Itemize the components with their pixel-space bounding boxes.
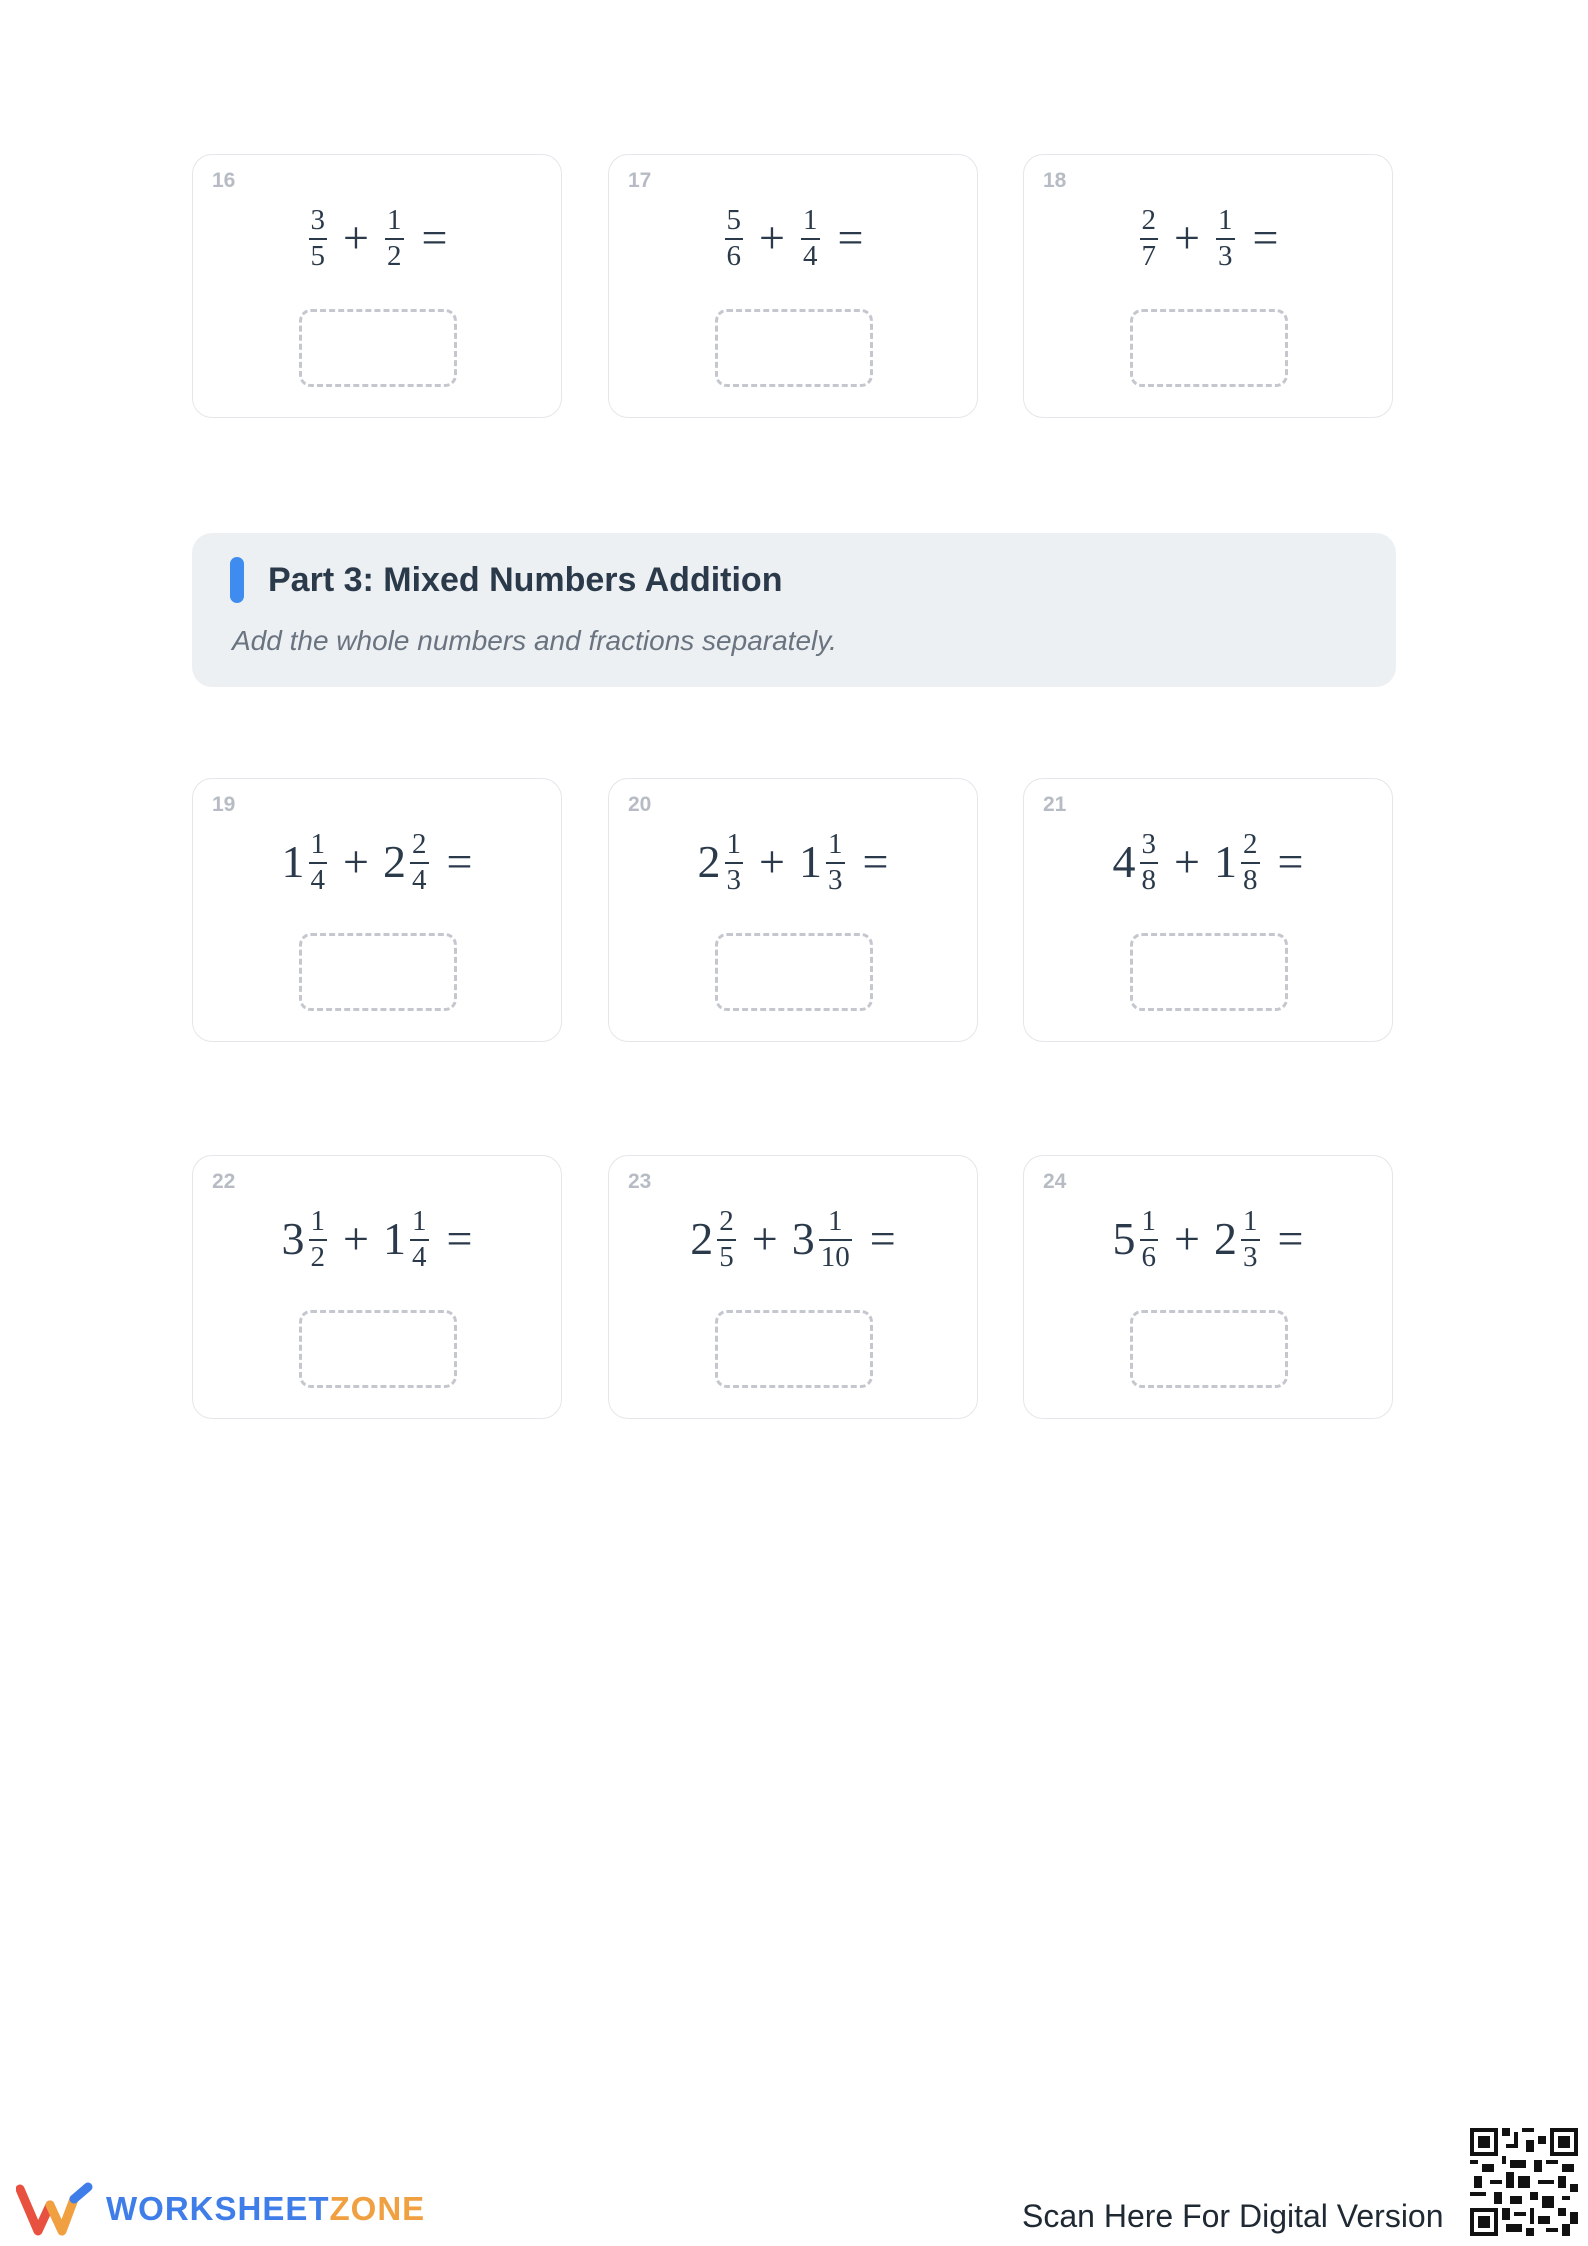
problem-number: 21 [1043, 793, 1067, 816]
fraction [819, 1204, 852, 1273]
plus-sign: + [1174, 836, 1200, 887]
plus-sign: + [343, 836, 369, 887]
whole-number: 1 [799, 836, 822, 887]
denominator: 4 [412, 863, 427, 896]
problem-number: 23 [628, 1170, 652, 1193]
denominator: 6 [1141, 1240, 1157, 1273]
equals-sign: = [837, 212, 864, 263]
problem-expression [193, 1204, 561, 1274]
problem-expression [193, 203, 561, 273]
fraction [725, 203, 744, 272]
fraction [826, 827, 845, 896]
numerator: 1 [310, 827, 326, 860]
fraction [801, 203, 820, 272]
equals-sign: = [446, 836, 473, 887]
answer-box[interactable] [299, 933, 457, 1011]
equals-sign: = [446, 1213, 473, 1264]
numerator: 1 [310, 1204, 326, 1237]
numerator: 1 [1243, 1204, 1258, 1237]
fraction [309, 1204, 328, 1273]
section-title: Part 3: Mixed Numbers Addition [268, 561, 783, 599]
problem-card [608, 154, 978, 418]
fraction [717, 1204, 736, 1273]
worksheetzone-logo-icon [16, 2181, 94, 2237]
denominator: 5 [719, 1240, 734, 1273]
section-header [192, 533, 1396, 687]
fraction [410, 1204, 429, 1273]
fraction [1241, 827, 1260, 896]
equals-sign: = [1277, 836, 1304, 887]
problem-card [192, 1155, 562, 1419]
fraction [1140, 203, 1159, 272]
denominator: 8 [1243, 863, 1258, 896]
whole-number: 5 [1112, 1213, 1136, 1264]
fraction [385, 203, 404, 272]
problem-number: 22 [212, 1170, 236, 1193]
whole-number: 1 [383, 1213, 406, 1264]
numerator: 3 [1141, 827, 1157, 860]
numerator: 3 [310, 203, 326, 236]
problem-card [608, 778, 978, 1042]
plus-sign: + [1174, 212, 1200, 263]
denominator: 3 [1243, 1240, 1258, 1273]
problem-expression [609, 827, 977, 897]
numerator: 1 [412, 1204, 427, 1237]
numerator: 1 [387, 203, 402, 236]
equals-sign: = [862, 836, 889, 887]
answer-box[interactable] [299, 309, 457, 387]
answer-box[interactable] [1130, 933, 1288, 1011]
numerator: 1 [1218, 203, 1233, 236]
section-instructions: Add the whole numbers and fractions separately. [232, 625, 837, 656]
whole-number: 2 [697, 836, 721, 887]
whole-number: 3 [791, 1213, 815, 1264]
plus-sign: + [343, 1213, 369, 1264]
whole-number: 2 [1214, 1213, 1237, 1264]
problem-card [192, 778, 562, 1042]
plus-sign: + [759, 212, 785, 263]
problem-expression [609, 1204, 977, 1274]
problem-card [1023, 1155, 1393, 1419]
problem-card [1023, 154, 1393, 418]
denominator: 4 [310, 863, 326, 896]
problem-number: 20 [628, 793, 652, 816]
denominator: 2 [310, 1240, 326, 1273]
scan-instruction: Scan Here For Digital Version [1022, 2198, 1444, 2234]
problem-expression [1024, 1204, 1392, 1274]
problem-number: 16 [212, 169, 236, 192]
denominator: 6 [726, 239, 742, 272]
denominator: 3 [1218, 239, 1233, 272]
problem-number: 17 [628, 169, 652, 192]
numerator: 1 [828, 1204, 843, 1237]
fraction [309, 827, 328, 896]
plus-sign: + [343, 212, 369, 263]
problem-expression [609, 203, 977, 273]
denominator: 10 [820, 1240, 850, 1273]
answer-box[interactable] [1130, 1310, 1288, 1388]
whole-number: 1 [1214, 836, 1237, 887]
answer-box[interactable] [299, 1310, 457, 1388]
problem-card [192, 154, 562, 418]
answer-box[interactable] [715, 1310, 873, 1388]
denominator: 2 [387, 239, 402, 272]
logo-wordmark: WORKSHEETZONE [106, 2190, 426, 2227]
worksheetzone-logo[interactable] [16, 2178, 425, 2240]
numerator: 2 [719, 1204, 734, 1237]
denominator: 8 [1141, 863, 1157, 896]
whole-number: 3 [281, 1213, 305, 1264]
denominator: 3 [828, 863, 843, 896]
numerator: 1 [803, 203, 818, 236]
problem-number: 19 [212, 793, 236, 816]
denominator: 3 [726, 863, 742, 896]
problem-expression [193, 827, 561, 897]
section-accent-bar [230, 557, 244, 603]
fraction [1216, 203, 1235, 272]
numerator: 1 [726, 827, 742, 860]
problem-card [608, 1155, 978, 1419]
answer-box[interactable] [715, 309, 873, 387]
qr-code-icon[interactable] [1470, 2128, 1578, 2236]
fraction [309, 203, 328, 272]
numerator: 2 [412, 827, 427, 860]
problem-card [1023, 778, 1393, 1042]
fraction [725, 827, 744, 896]
numerator: 2 [1243, 827, 1258, 860]
numerator: 1 [1141, 1204, 1157, 1237]
answer-box[interactable] [1130, 309, 1288, 387]
denominator: 4 [803, 239, 818, 272]
problem-number: 18 [1043, 169, 1067, 192]
fraction [1140, 1204, 1159, 1273]
problem-expression [1024, 827, 1392, 897]
denominator: 7 [1141, 239, 1157, 272]
fraction [1241, 1204, 1260, 1273]
whole-number: 4 [1112, 836, 1136, 887]
equals-sign: = [1252, 212, 1279, 263]
plus-sign: + [759, 836, 785, 887]
whole-number: 2 [690, 1213, 714, 1264]
equals-sign: = [1277, 1213, 1304, 1264]
problem-number: 24 [1043, 1170, 1067, 1193]
equals-sign: = [421, 212, 448, 263]
numerator: 1 [828, 827, 843, 860]
fraction [410, 827, 429, 896]
plus-sign: + [751, 1213, 778, 1264]
whole-number: 1 [281, 836, 305, 887]
plus-sign: + [1174, 1213, 1200, 1264]
whole-number: 2 [383, 836, 406, 887]
fraction [1140, 827, 1159, 896]
equals-sign: = [869, 1213, 896, 1264]
answer-box[interactable] [715, 933, 873, 1011]
denominator: 5 [310, 239, 326, 272]
numerator: 5 [726, 203, 742, 236]
numerator: 2 [1141, 203, 1157, 236]
problem-expression [1024, 203, 1392, 273]
denominator: 4 [412, 1240, 427, 1273]
